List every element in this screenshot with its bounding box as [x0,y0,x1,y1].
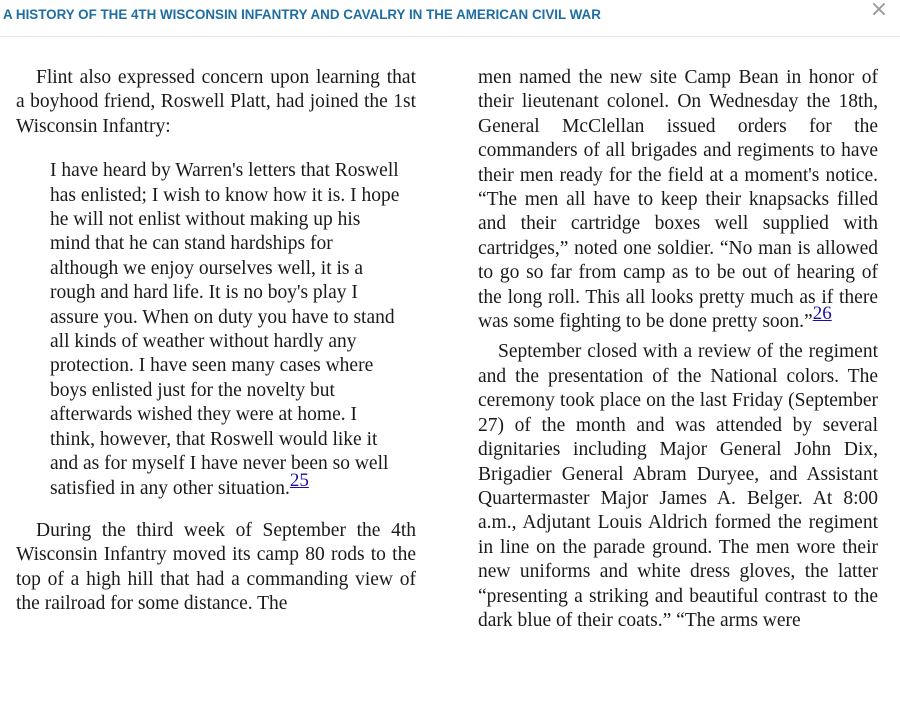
paragraph-text: men named the new site Camp Bean in honor of their lieutenant colonel. On Wednesday the 18th, General McClellan issued orders for the commanders of all brigades and regiments to have their men ready for the field at a moment's notice. “The men all have to keep their knapsacks filled and their cartridge boxes well supplied with cartridges,” noted one soldier. “No man is allowed to go so far from camp as to be out of hearing of the long roll. This all looks pretty much as if there was some fighting to be done pretty soon.” [478,67,878,333]
right-column [478,66,878,633]
footnote-link-26[interactable]: 26 [812,303,832,325]
intro-paragraph: Flint also expressed concern upon learning that a boyhood friend, Roswell Platt, had joined the 1st Wisconsin Infantry: [16,67,416,137]
reader-header [0,0,900,37]
continued-paragraph [478,66,878,334]
close-icon[interactable]: × [869,0,889,22]
body-paragraph-2: September closed with a review of the regiment and the presentation of the National colors. The ceremony took place on the last Friday (September 27) of the month and was attended by several dignitaries including Major General John Dix, Brigadier General Abram Duryee, and Assistant Quartermaster Major James A. Belger. At 8:00 a.m., Adjutant Louis Aldrich formed the regiment in line on the parade ground. The men wore their new uniforms and white dress gloves, the latter “presenting a striking and beautiful contrast to the dark blue of their coats.” “The arms were [478,341,878,631]
block-quote [50,159,400,501]
book-title: A HISTORY OF THE 4TH WISCONSIN INFANTRY AND CAVALRY IN THE AMERICAN CIVIL WAR [3,7,601,22]
quote-text: I have heard by Warren's letters that Roswell has enlisted; I wish to know how it is. I hope he will not enlist without making up his mind that he can stand hardships for although we enjoy ourselves well, it is a rough and hard life. It is no boy's play I assure you. When on duty you have to stand all kinds of weather without hardly any protection. I have seen many cases where boys enlisted just for the novelty but afterwards wished they were at home. I think, however, that Roswell would like it and as for myself I have never been so well satisfied in any other situation. [50,160,400,499]
footnote-link-25[interactable]: 25 [289,469,309,491]
left-column [16,66,416,617]
body-paragraph: During the third week of September the 4th Wisconsin Infantry moved its camp 80 rods to the top of a high hill that had a commanding view of the railroad for some distance. The [16,519,416,615]
